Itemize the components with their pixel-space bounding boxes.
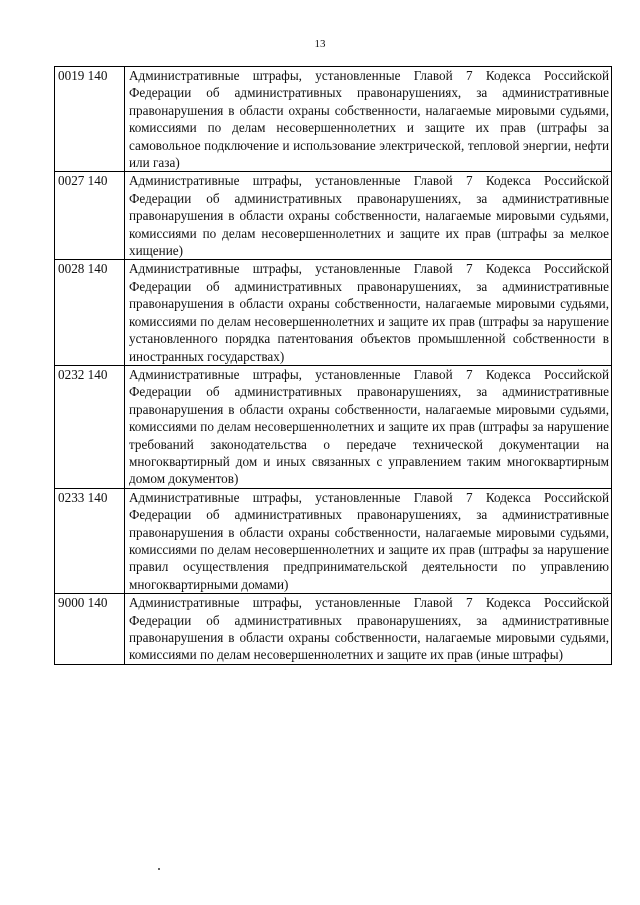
code-cell: 0028 140 bbox=[55, 260, 125, 365]
table-row bbox=[55, 260, 612, 365]
table-row bbox=[55, 365, 612, 488]
table-row bbox=[55, 172, 612, 260]
code-cell: 0019 140 bbox=[55, 67, 125, 172]
page-number: 13 bbox=[314, 38, 326, 50]
description-cell: Административные штрафы, установленные Главой 7 Кодекса Российской Федерации об административных правонарушениях, за административные правонарушения в области охраны собственности, налагаемые мировыми судьями, комиссиями по делам несовершеннолетних и защите их прав (штрафы за нарушение требований законодательства о передаче технической документации на многоквартирный дом и иных связанных с управлением таким многоквартирным домом документов) bbox=[125, 365, 612, 488]
scan-dot-mark bbox=[158, 868, 160, 870]
description-cell: Административные штрафы, установленные Главой 7 Кодекса Российской Федерации об административных правонарушениях, за административные правонарушения в области охраны собственности, налагаемые мировыми судьями, комиссиями по делам несовершеннолетних и защите их прав (штрафы за нарушение установленного порядка патентования объектов промышленной собственности в иностранных государствах) bbox=[125, 260, 612, 365]
code-cell: 0027 140 bbox=[55, 172, 125, 260]
description-cell: Административные штрафы, установленные Главой 7 Кодекса Российской Федерации об административных правонарушениях, за административные правонарушения в области охраны собственности, налагаемые мировыми судьями, комиссиями по делам несовершеннолетних и защите их прав (штрафы за нарушение правил осуществления предпринимательской деятельности по управлению многоквартирными домами) bbox=[125, 488, 612, 593]
fines-codes-table bbox=[54, 66, 612, 665]
description-cell: Административные штрафы, установленные Главой 7 Кодекса Российской Федерации об административных правонарушениях, за административные правонарушения в области охраны собственности, налагаемые мировыми судьями, комиссиями по делам несовершеннолетних и защите их прав (иные штрафы) bbox=[125, 594, 612, 665]
code-cell: 0233 140 bbox=[55, 488, 125, 593]
table-row bbox=[55, 67, 612, 172]
table-row bbox=[55, 488, 612, 593]
code-cell: 9000 140 bbox=[55, 594, 125, 665]
code-cell: 0232 140 bbox=[55, 365, 125, 488]
description-cell: Административные штрафы, установленные Главой 7 Кодекса Российской Федерации об административных правонарушениях, за административные правонарушения в области охраны собственности, налагаемые мировыми судьями, комиссиями по делам несовершеннолетних и защите их прав (штрафы за самовольное подключение и использование электрической, тепловой энергии, нефти или газа) bbox=[125, 67, 612, 172]
table-row bbox=[55, 594, 612, 665]
description-cell: Административные штрафы, установленные Главой 7 Кодекса Российской Федерации об административных правонарушениях, за административные правонарушения в области охраны собственности, налагаемые мировыми судьями, комиссиями по делам несовершеннолетних и защите их прав (штрафы за мелкое хищение) bbox=[125, 172, 612, 260]
